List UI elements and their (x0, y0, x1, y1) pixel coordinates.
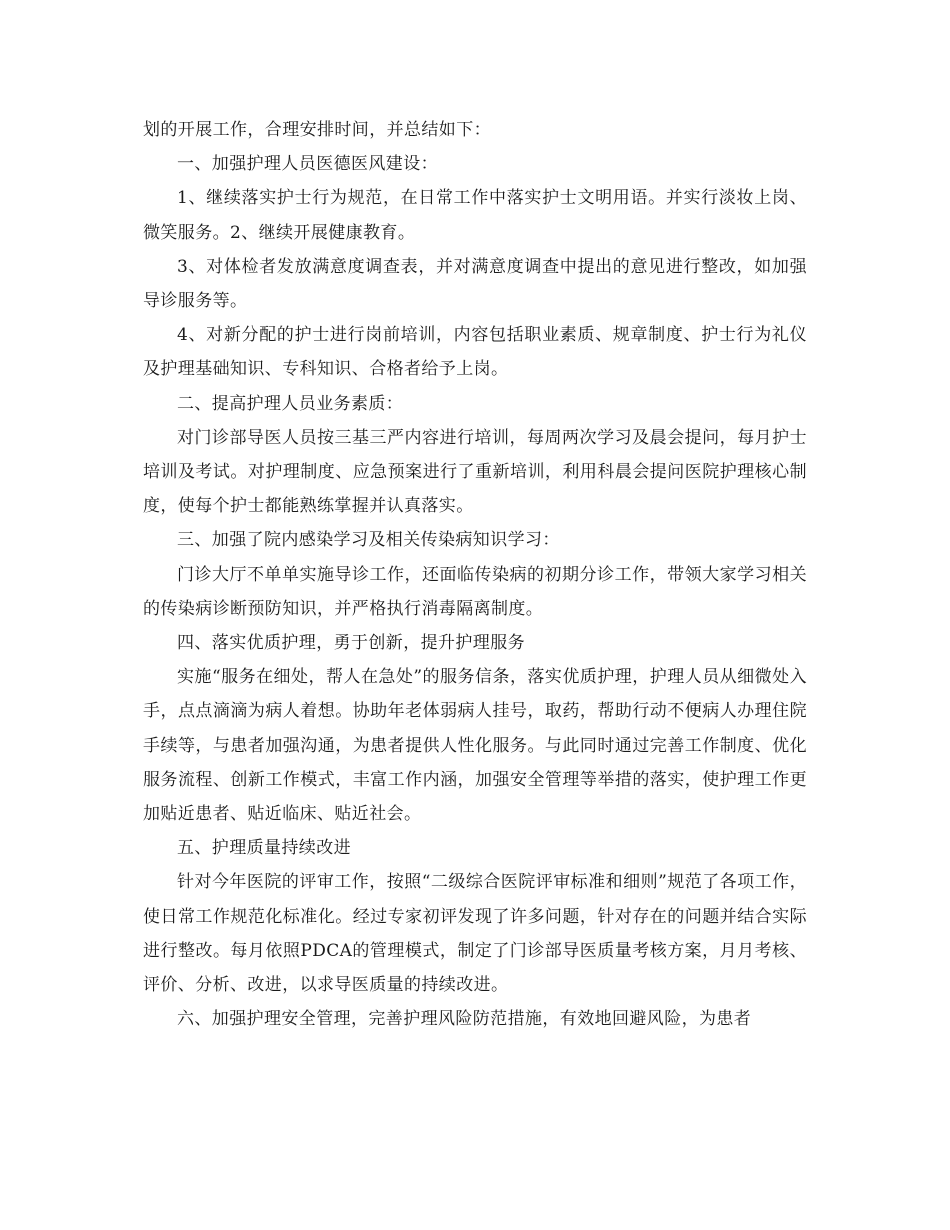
section-heading-4: 四、落实优质护理，勇于创新，提升护理服务 (177, 633, 525, 654)
section-heading-5: 五、护理质量持续改进 (177, 838, 351, 859)
section-heading-3: 三、加强了院内感染学习及相关传染病知识学习： (177, 530, 560, 551)
paragraph-item-3: 3、对体检者发放满意度调查表，并对满意度调查中提出的意见进行整改，如加强导诊服务等。 (143, 256, 807, 312)
paragraph-item-4: 4、对新分配的护士进行岗前培训，内容包括职业素质、规章制度、护士行为礼仪及护理基础知识、专科知识、合格者给予上岗。 (143, 325, 807, 380)
document-body (143, 113, 807, 1036)
paragraph-item-1: 1、继续落实护士行为规范，在日常工作中落实护士文明用语。并实行淡妆上岗、微笑服务。2、继续开展健康教育。 (143, 188, 807, 243)
paragraph-continuation: 划的开展工作，合理安排时间，并总结如下： (143, 120, 491, 140)
paragraph-training: 对门诊部导医人员按三基三严内容进行培训，每周两次学习及晨会提问，每月护士培训及考试。对护理制度、应急预案进行了重新培训，利用科晨会提问医院护理核心制度，使每个护士都能熟练掌握并认真落实。 (143, 427, 807, 517)
section-heading-2: 二、提高护理人员业务素质： (177, 393, 404, 414)
section-heading-1: 一、加强护理人员医德医风建设： (177, 154, 438, 175)
paragraph-quality: 针对今年医院的评审工作，按照“二级综合医院评审标准和细则”规范了各项工作，使日常工作规范化标准化。经过专家初评发现了许多问题，针对存在的问题并结合实际进行整改。每月依照PDCA的管理模式，制定了门诊部导医质量考核方案，月月考核、评价、分析、改进，以求导医质量的持续改进。 (143, 872, 807, 996)
paragraph-service: 实施“服务在细处，帮人在急处”的服务信条，落实优质护理，护理人员从细微处入手，点点滴滴为病人着想。协助年老体弱病人挂号，取药，帮助行动不便病人办理住院手续等，与患者加强沟通，为患者提供人性化服务。与此同时通过完善工作制度、优化服务流程、创新工作模式，丰富工作内涵，加强安全管理等举措的落实，使护理工作更加贴近患者、贴近临床、贴近社会。 (143, 667, 807, 825)
paragraph-infection: 门诊大厅不单单实施导诊工作，还面临传染病的初期分诊工作，带领大家学习相关的传染病诊断预防知识，并严格执行消毒隔离制度。 (143, 564, 807, 619)
section-heading-6: 六、加强护理安全管理，完善护理风险防范措施，有效地回避风险，为患者 (177, 1009, 752, 1030)
